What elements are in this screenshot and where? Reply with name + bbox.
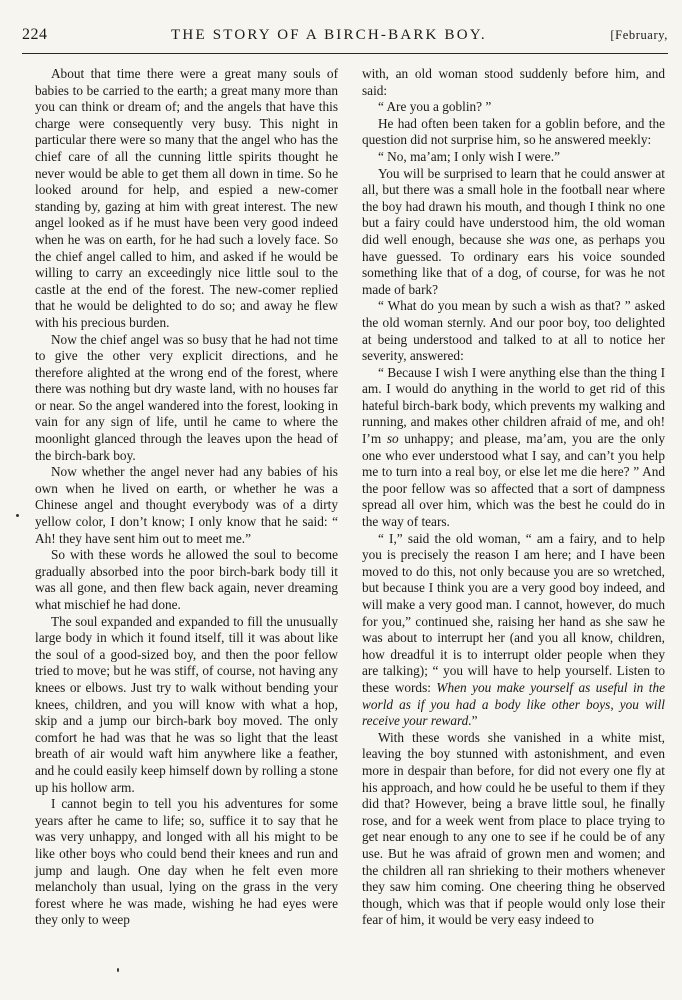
paragraph: I cannot begin to tell you his adventures for some years after he came to life; so, suffice it to say that he was very unhappy, and longed with all his might to be like other boys who could bend their knees and run and jump and laugh. One day when he felt even more melancholy than usual, lying on the grass in the very forest where he was made, wishing he had eyes were they only to weep bbox=[35, 796, 338, 928]
page-number: 224 bbox=[22, 26, 48, 43]
paragraph: He had often been taken for a goblin before, and the question did not surprise him, so he answered meekly: bbox=[362, 115, 665, 148]
text-run: unhappy; and please, ma’am, you are the only one who ever understood what I say, and can’t you help me to turn into a real boy, or else let me die here? ” And the poor fellow was so affected that a sort of dampness spread all over him, which was the best he could do in the way of tears. bbox=[362, 431, 665, 530]
text-run: “ Because I wish I were anything else than the thing I am. I would do anything in the world to get rid of this hateful birch-bark body, which prevents my walking and running, and makes other children afraid of me, and oh! I’m bbox=[362, 364, 665, 447]
paragraph: So with these words he allowed the soul to become gradually absorbed into the poor birch-bark body till it was all gone, and then flew back again, never dreaming what mischief he had done. bbox=[35, 547, 338, 612]
text-run: “ I,” said the old woman, “ am a fairy, and to help you is precisely the reason I am here; and I have been moved to do this, not only because you are so wretched, but because I think you are a very good boy indeed, and will make a very good man. I cannot, however, do much for you,” continued she, raising her hand as she saw he was about to interrupt her (and you all know, children, how dreadful it is to interrupt older people when they are talking); “ you will have to help yourself. Listen to these words: bbox=[362, 530, 665, 695]
ink-speck bbox=[117, 968, 119, 972]
paragraph bbox=[362, 365, 665, 531]
running-title: THE STORY OF A BIRCH-BARK BOY. bbox=[171, 27, 487, 43]
left-column bbox=[35, 66, 338, 929]
right-column bbox=[362, 66, 665, 929]
italic-text: so bbox=[386, 431, 399, 447]
paragraph-continued: with, an old woman stood suddenly before him, and said: bbox=[362, 66, 665, 98]
text-run: ” bbox=[471, 713, 478, 729]
text-run: one, as perhaps you have guessed. To ordinary ears his voice sounded something like that of a dog, of course, for was he not made of bark? bbox=[362, 231, 665, 297]
paragraph: “ Are you a goblin? ” bbox=[377, 99, 492, 115]
running-header bbox=[22, 26, 668, 54]
paragraph: Now whether the angel never had any babies of his own when he lived on earth, or whether he was a Chinese angel and thought everybody was of a dirty yellow color, I don’t know; I only know that he said: “ Ah! they have sent him out to meet me.” bbox=[35, 464, 338, 546]
paragraph: The soul expanded and expanded to fill the unusually large body in which it found itself, till it was about like the soul of a good-sized boy, and then the poor fellow tried to move; but he was stiff, of course, not having any knees or elbows. Just try to walk without bending your knees, children, and you will know with what a hop, skip and a jump our birch-bark boy moved. The only comfort he had was that he was so light that the least breath of air would waft him anywhere like a feather, and he could easily keep himself down by rolling a stone up his hollow arm. bbox=[35, 613, 338, 795]
paragraph: “ What do you mean by such a wish as that? ” asked the old woman sternly. And our poor boy, too delighted at being understood and talked to at all to notice her severity, answered: bbox=[362, 298, 665, 364]
paragraph: Now the chief angel was so busy that he had not time to give the other very explicit directions, and he therefore alighted at the wrong end of the forest, where there was nothing but dry waste land, with no houses far or near. So the angel wandered into the forest, looking in vain for any sign of life, until he came to where the moonlight glanced through the leaves upon the head of the birch-bark boy. bbox=[35, 331, 338, 463]
paragraph bbox=[362, 166, 665, 299]
text-columns bbox=[35, 66, 665, 929]
text-run: You will be surprised to learn that he could answer at all, but there was a small hole in the football near where the boy had drawn his mouth, and though I think no one but a fairy could have understood him, the old woman did well enough, because she bbox=[362, 165, 665, 247]
paragraph: About that time there were a great many souls of babies to be carried to the earth; a great many more than you can think or dream of; and the angels that have this charge were consequently very busy. This night in particular there were so many that the angel who has the chief care of all the cunning little spirits thought he never would be able to get them all down in time. So he looked around for help, and espied a new-comer standing by, gazing at him with great interest. The new angel looked as if he must have been very good indeed when he was on earth, for he had such a lovely face. So the chief angel called to him, and asked if he would be willing to carry an exceedingly nice little soul to the castle at the end of the forest. The new-comer replied that he would be delighted to do so; and away he flew with his precious burden. bbox=[35, 66, 338, 330]
italic-text: When you make yourself as useful in the world as if you had a body like other boys, you will receive your reward. bbox=[362, 679, 666, 729]
issue-month: [February, bbox=[610, 28, 668, 42]
ink-speck bbox=[16, 514, 19, 517]
italic-text: was bbox=[529, 231, 550, 247]
paragraph bbox=[362, 531, 665, 730]
paragraph: “ No, ma’am; I only wish I were.” bbox=[377, 148, 560, 164]
paragraph: With these words she vanished in a white mist, leaving the boy stunned with astonishment, and even more in despair than before, for did not every one fly at his approach, and how could he be useful to them if they did that? However, being a brave little soul, he finally rose, and for a week went from place to place trying to get near enough to any one to see if he could be of any use. But he was afraid of grown men and women; and the children all ran shrieking to their mothers whenever they saw him coming. One cheering thing he observed though, which was that if people would only lose their fear of him, it would be very easy indeed to bbox=[362, 729, 665, 928]
